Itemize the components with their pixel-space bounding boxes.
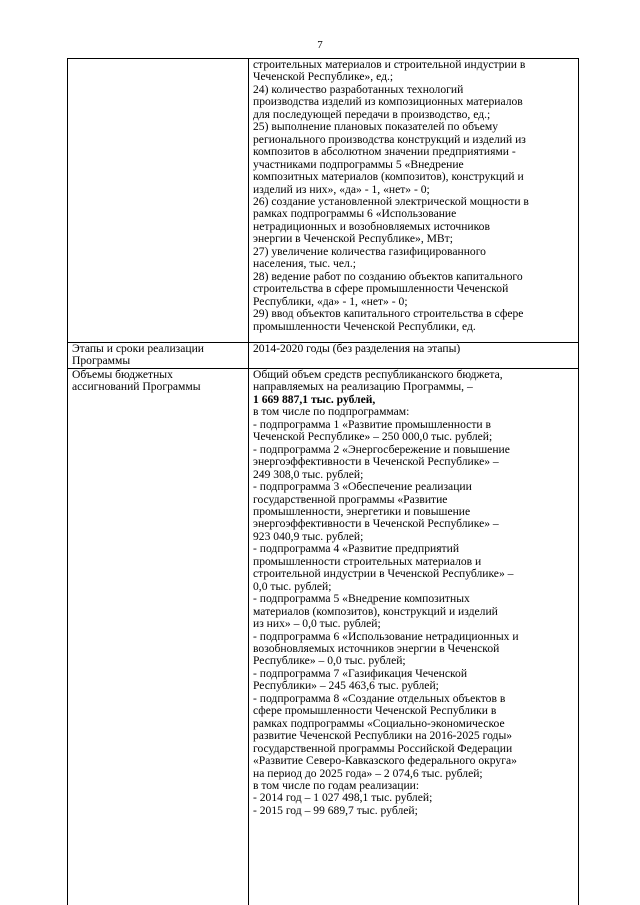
content-line: Республики» – 245 463,6 тыс. рублей; bbox=[253, 679, 439, 693]
content-line: участниками подпрограммы 5 «Внедрение bbox=[253, 157, 464, 171]
content-line: строительства в сфере промышленности Чеченской bbox=[253, 282, 509, 296]
content-line: 28) ведение работ по созданию объектов капитального bbox=[253, 269, 523, 283]
content-line: возобновляемых источников энергии в Чеченской bbox=[253, 641, 500, 655]
row-label-stages bbox=[68, 343, 249, 369]
content-line: 0,0 тыс. рублей; bbox=[253, 579, 332, 593]
content-line: 24) количество разработанных технологий bbox=[253, 82, 464, 96]
row-label-budget bbox=[68, 369, 249, 905]
content-line: строительной индустрии в Чеченской Республике» – bbox=[253, 567, 514, 581]
table-row-stages bbox=[68, 343, 579, 369]
content-line: рамках подпрограммы «Социально-экономическое bbox=[253, 716, 505, 730]
content-line: композитов в абсолютном значении предприятиями - bbox=[253, 145, 516, 159]
content-line: промышленности Чеченской Республики, ед. bbox=[253, 319, 476, 333]
content-line: Республики, «да» - 1, «нет» - 0; bbox=[253, 294, 408, 308]
label-line: Этапы и сроки реализации bbox=[72, 342, 204, 355]
content-line: из них» – 0,0 тыс. рублей; bbox=[253, 617, 381, 631]
content-line: - подпрограмма 2 «Энергосбережение и повышение bbox=[253, 442, 510, 456]
content-line: Республике» – 0,0 тыс. рублей; bbox=[253, 654, 406, 668]
content-line: 2014-2020 годы (без разделения на этапы) bbox=[253, 342, 461, 355]
content-line: - 2015 год – 99 689,7 тыс. рублей; bbox=[253, 803, 418, 817]
row-content-stages bbox=[249, 343, 579, 369]
content-line: промышленности, энергетики и повышение bbox=[253, 504, 471, 518]
row-label-empty bbox=[68, 59, 249, 343]
passport-table bbox=[67, 58, 579, 905]
label-line: Объемы бюджетных bbox=[72, 368, 173, 381]
content-line: рамках подпрограммы 6 «Использование bbox=[253, 207, 457, 221]
content-line: энергии в Чеченской Республике», МВт; bbox=[253, 232, 453, 246]
content-line: населения, тыс. чел.; bbox=[253, 257, 356, 271]
table-row-budget bbox=[68, 369, 579, 905]
row-content-budget bbox=[249, 369, 579, 905]
content-line: энергоэффективности в Чеченской Республике» – bbox=[253, 517, 499, 531]
content-line: «Развитие Северо-Кавказского федерального округа» bbox=[253, 754, 517, 768]
total-budget-amount: 1 669 887,1 тыс. рублей, bbox=[253, 392, 376, 406]
content-line: Общий объем средств республиканского бюджета, bbox=[253, 368, 503, 381]
content-line: 25) выполнение плановых показателей по объему bbox=[253, 120, 499, 134]
content-line: промышленности строительных материалов и bbox=[253, 554, 482, 568]
content-line: - 2014 год – 1 027 498,1 тыс. рублей; bbox=[253, 791, 433, 805]
content-line: - подпрограмма 7 «Газификация Чеченской bbox=[253, 666, 468, 680]
content-line: направляемых на реализацию Программы, – bbox=[253, 380, 473, 394]
page-number: 7 bbox=[317, 39, 323, 51]
content-line: 249 308,0 тыс. рублей; bbox=[253, 467, 364, 481]
content-line: государственной программы «Развитие bbox=[253, 492, 448, 506]
content-line: сфере промышленности Чеченской Республики в bbox=[253, 704, 497, 718]
content-line: государственной программы Российской Федерации bbox=[253, 741, 513, 755]
content-line: - подпрограмма 1 «Развитие промышленности в bbox=[253, 417, 491, 431]
content-line: - подпрограмма 5 «Внедрение композитных bbox=[253, 592, 470, 606]
content-line: для последующей передачи в производство, ед.; bbox=[253, 107, 491, 121]
content-line: регионального производства конструкций и изделий из bbox=[253, 132, 526, 146]
content-line: изделий из них», «да» - 1, «нет» - 0; bbox=[253, 182, 430, 196]
content-line: Чеченской Республике» – 250 000,0 тыс. рублей; bbox=[253, 430, 493, 444]
content-line: на период до 2025 года» – 2 074,6 тыс. рублей; bbox=[253, 766, 483, 780]
content-line: в том числе по годам реализации: bbox=[253, 778, 420, 792]
content-line: строительных материалов и строительной индустрии в bbox=[253, 58, 526, 71]
content-line: материалов (композитов), конструкций и изделий bbox=[253, 604, 498, 618]
content-line: 26) создание установленной электрической мощности в bbox=[253, 194, 529, 208]
content-line: - подпрограмма 4 «Развитие предприятий bbox=[253, 542, 460, 556]
content-line: развитие Чеченской Республики на 2016-2025 годы» bbox=[253, 729, 513, 743]
content-line: композитных материалов (композитов), конструкций и bbox=[253, 170, 524, 184]
content-line: энергоэффективности в Чеченской Республике» – bbox=[253, 455, 499, 469]
content-line: - подпрограмма 6 «Использование нетрадиционных и bbox=[253, 629, 519, 643]
content-line: - подпрограмма 3 «Обеспечение реализации bbox=[253, 480, 472, 494]
label-line: Программы bbox=[72, 354, 131, 368]
content-line: 27) увеличение количества газифицированного bbox=[253, 244, 486, 258]
content-line: 29) ввод объектов капитального строительства в сфере bbox=[253, 307, 524, 321]
content-line: 923 040,9 тыс. рублей; bbox=[253, 529, 364, 543]
content-line: - подпрограмма 8 «Создание отдельных объектов в bbox=[253, 691, 506, 705]
row-content-indicators bbox=[249, 59, 579, 343]
table-row-indicators bbox=[68, 59, 579, 343]
content-line: производства изделий из композиционных материалов bbox=[253, 95, 523, 109]
content-line: Чеченской Республике», ед.; bbox=[253, 70, 394, 84]
content-line: в том числе по подпрограммам: bbox=[253, 405, 410, 419]
label-line: ассигнований Программы bbox=[72, 380, 201, 394]
content-line: нетрадиционных и возобновляемых источников bbox=[253, 219, 490, 233]
